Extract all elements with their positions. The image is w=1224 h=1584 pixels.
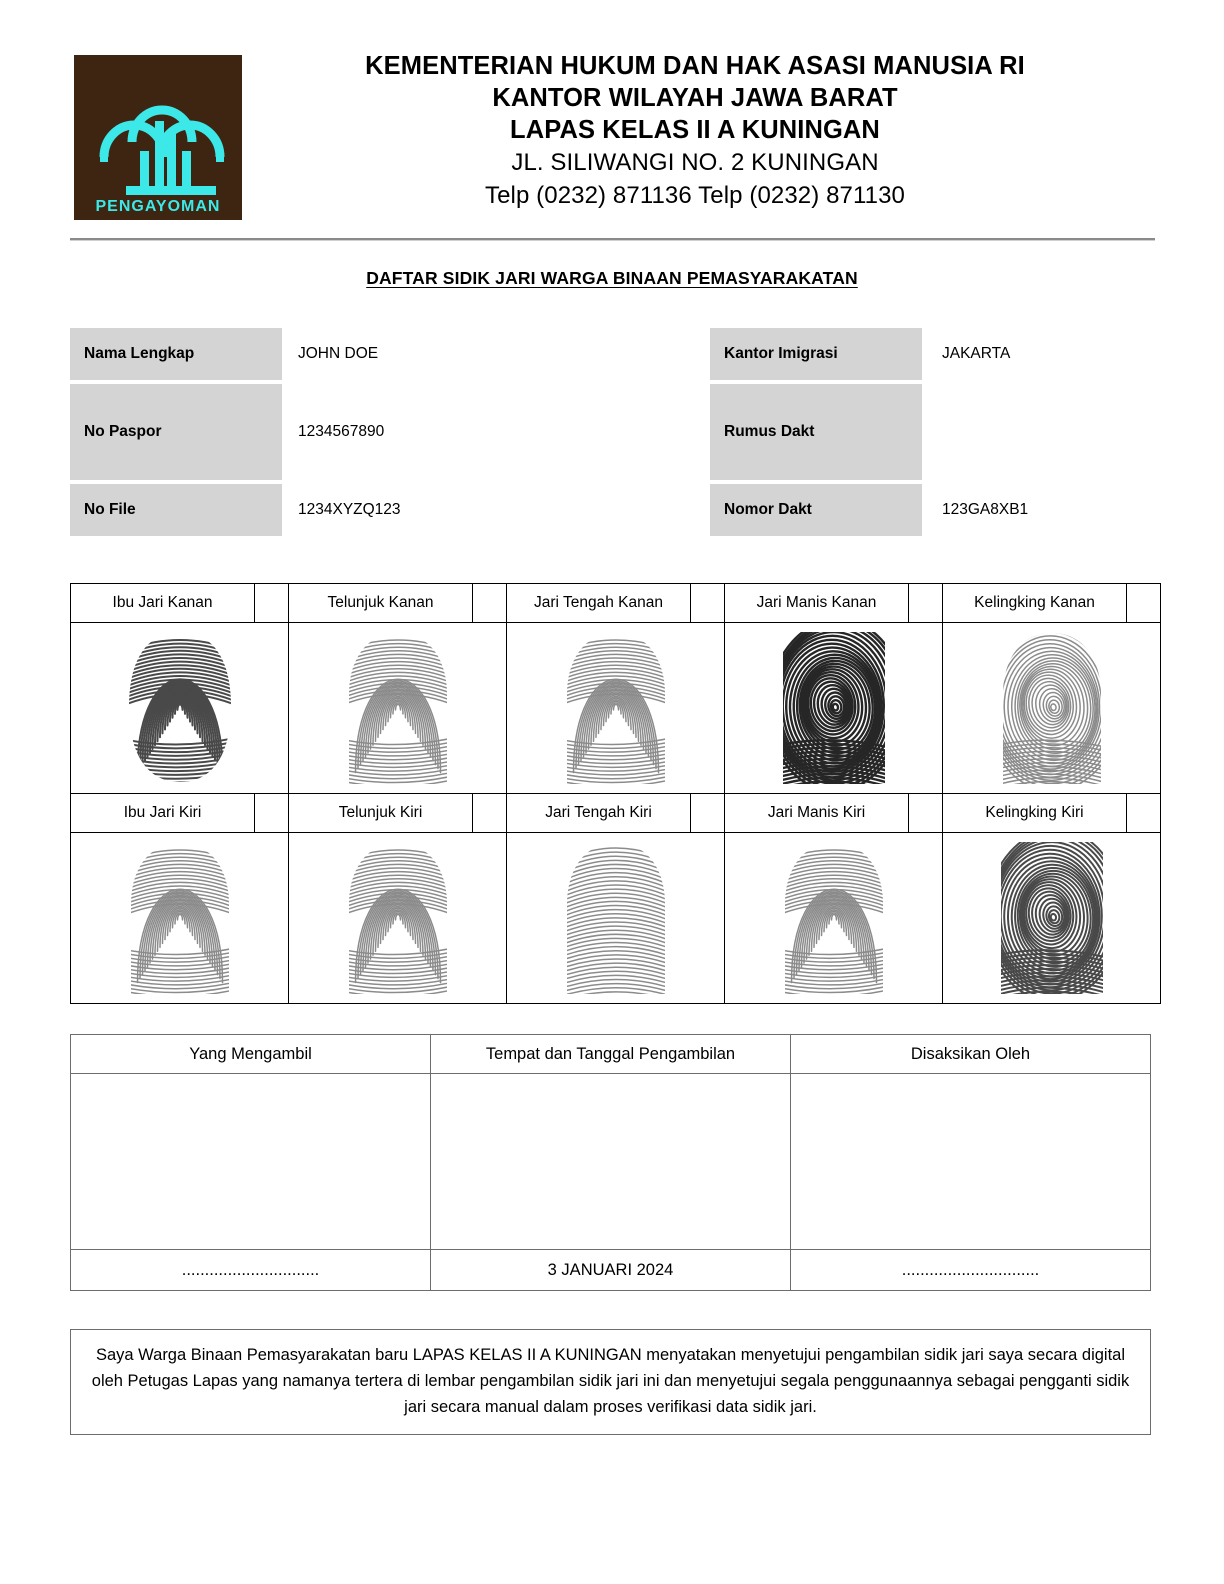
field-kantor-imigrasi — [710, 328, 1224, 380]
fingerprint-image — [557, 628, 675, 788]
field-no-file — [70, 484, 590, 536]
fingerprint-image — [557, 838, 675, 998]
fp-label-l1: Telunjuk Kiri — [289, 794, 473, 833]
signature-blank-row — [71, 1074, 1151, 1250]
sig-footer-2: .............................. — [791, 1250, 1151, 1291]
fp-label-r3: Jari Manis Kanan — [725, 584, 909, 623]
sig-footer-0: .............................. — [71, 1250, 431, 1291]
fingerprint-header-row-left — [71, 794, 1161, 833]
field-value: 123GA8XB1 — [942, 501, 1029, 518]
field-value: JOHN DOE — [298, 345, 379, 362]
fingerprint-table — [70, 583, 1161, 1004]
fingerprint-image-row-right — [71, 623, 1161, 794]
fingerprint-image — [993, 628, 1111, 788]
field-label: Nama Lengkap — [70, 328, 282, 380]
header-divider — [70, 238, 1155, 241]
fp-label-l2: Jari Tengah Kiri — [507, 794, 691, 833]
signature-footer-row — [71, 1250, 1151, 1291]
fp-label-r1: Telunjuk Kanan — [289, 584, 473, 623]
logo-caption: PENGAYOMAN — [95, 198, 220, 215]
field-value: JAKARTA — [942, 345, 1011, 362]
field-label: Kantor Imigrasi — [710, 328, 922, 380]
field-label: No File — [70, 484, 282, 536]
fp-spacer — [255, 584, 289, 623]
fp-cell-right-3 — [725, 623, 943, 794]
fp-label-r0: Ibu Jari Kanan — [71, 584, 255, 623]
field-label: Rumus Dakt — [710, 384, 922, 480]
regional-office-line: KANTOR WILAYAH JAWA BARAT — [492, 84, 898, 112]
field-label: Nomor Dakt — [710, 484, 922, 536]
fingerprint-image — [993, 838, 1111, 998]
institution-line: LAPAS KELAS II A KUNINGAN — [510, 116, 880, 144]
ministry-line: KEMENTERIAN HUKUM DAN HAK ASASI MANUSIA RI — [365, 52, 1025, 80]
fp-cell-left-1 — [289, 833, 507, 1004]
sig-area-witness[interactable] — [791, 1074, 1151, 1250]
fingerprint-image — [339, 628, 457, 788]
fp-spacer — [255, 794, 289, 833]
declaration-text: Saya Warga Binaan Pemasyarakatan baru LAPAS KELAS II A KUNINGAN menyatakan menyetujui pengambilan sidik jari saya secara digital oleh Petugas Lapas yang namanya tertera di lembar pengambilan sidik jari ini dan menyetujui segala penggunaannya sebagai pengganti sidik jari secara manual dalam proses verifikasi data sidik jari. — [70, 1329, 1151, 1435]
info-fields — [70, 328, 1155, 548]
fingerprint-image — [339, 838, 457, 998]
sig-header-0: Yang Mengambil — [71, 1035, 431, 1074]
fp-cell-left-4 — [943, 833, 1161, 1004]
field-rumus-dakt — [710, 384, 1224, 480]
field-nomor-dakt — [710, 484, 1224, 536]
fp-label-r4: Kelingking Kanan — [943, 584, 1127, 623]
fp-label-l0: Ibu Jari Kiri — [71, 794, 255, 833]
letterhead — [70, 50, 1155, 230]
fp-cell-right-2 — [507, 623, 725, 794]
signature-header-row — [71, 1035, 1151, 1074]
fp-cell-left-0 — [71, 833, 289, 1004]
fp-spacer — [909, 794, 943, 833]
pengayoman-logo-icon — [74, 55, 242, 220]
fp-spacer — [473, 584, 507, 623]
fp-cell-left-2 — [507, 833, 725, 1004]
fp-cell-left-3 — [725, 833, 943, 1004]
field-value — [932, 384, 1222, 480]
field-value: 1234XYZQ123 — [298, 501, 401, 518]
fingerprint-header-row-right — [71, 584, 1161, 623]
fp-spacer — [691, 794, 725, 833]
sig-footer-1: 3 JANUARI 2024 — [431, 1250, 791, 1291]
fingerprint-image — [121, 838, 239, 998]
field-label: No Paspor — [70, 384, 282, 480]
fingerprint-image — [775, 838, 893, 998]
field-no-paspor — [70, 384, 590, 480]
fp-spacer — [909, 584, 943, 623]
letterhead-text — [245, 50, 1155, 212]
field-nama-lengkap — [70, 328, 590, 380]
fp-label-l3: Jari Manis Kiri — [725, 794, 909, 833]
signature-table — [70, 1034, 1151, 1291]
field-value: 1234567890 — [298, 423, 385, 440]
sig-area-taker[interactable] — [71, 1074, 431, 1250]
fp-spacer — [473, 794, 507, 833]
fingerprint-image — [775, 628, 893, 788]
fp-spacer — [1127, 794, 1161, 833]
sig-area-place-date[interactable] — [431, 1074, 791, 1250]
fp-label-r2: Jari Tengah Kanan — [507, 584, 691, 623]
page-title: DAFTAR SIDIK JARI WARGA BINAAN PEMASYARAKATAN — [366, 268, 858, 288]
fp-cell-right-4 — [943, 623, 1161, 794]
fp-cell-right-0 — [71, 623, 289, 794]
fp-label-l4: Kelingking Kiri — [943, 794, 1127, 833]
fp-spacer — [691, 584, 725, 623]
fingerprint-image — [121, 628, 239, 788]
sig-header-1: Tempat dan Tanggal Pengambilan — [431, 1035, 791, 1074]
phone-line: Telp (0232) 871136 Telp (0232) 871130 — [484, 182, 906, 209]
fp-spacer — [1127, 584, 1161, 623]
sig-header-2: Disaksikan Oleh — [791, 1035, 1151, 1074]
fingerprint-image-row-left — [71, 833, 1161, 1004]
fp-cell-right-1 — [289, 623, 507, 794]
logo-container — [70, 50, 245, 220]
address-line: JL. SILIWANGI NO. 2 KUNINGAN — [511, 149, 879, 176]
